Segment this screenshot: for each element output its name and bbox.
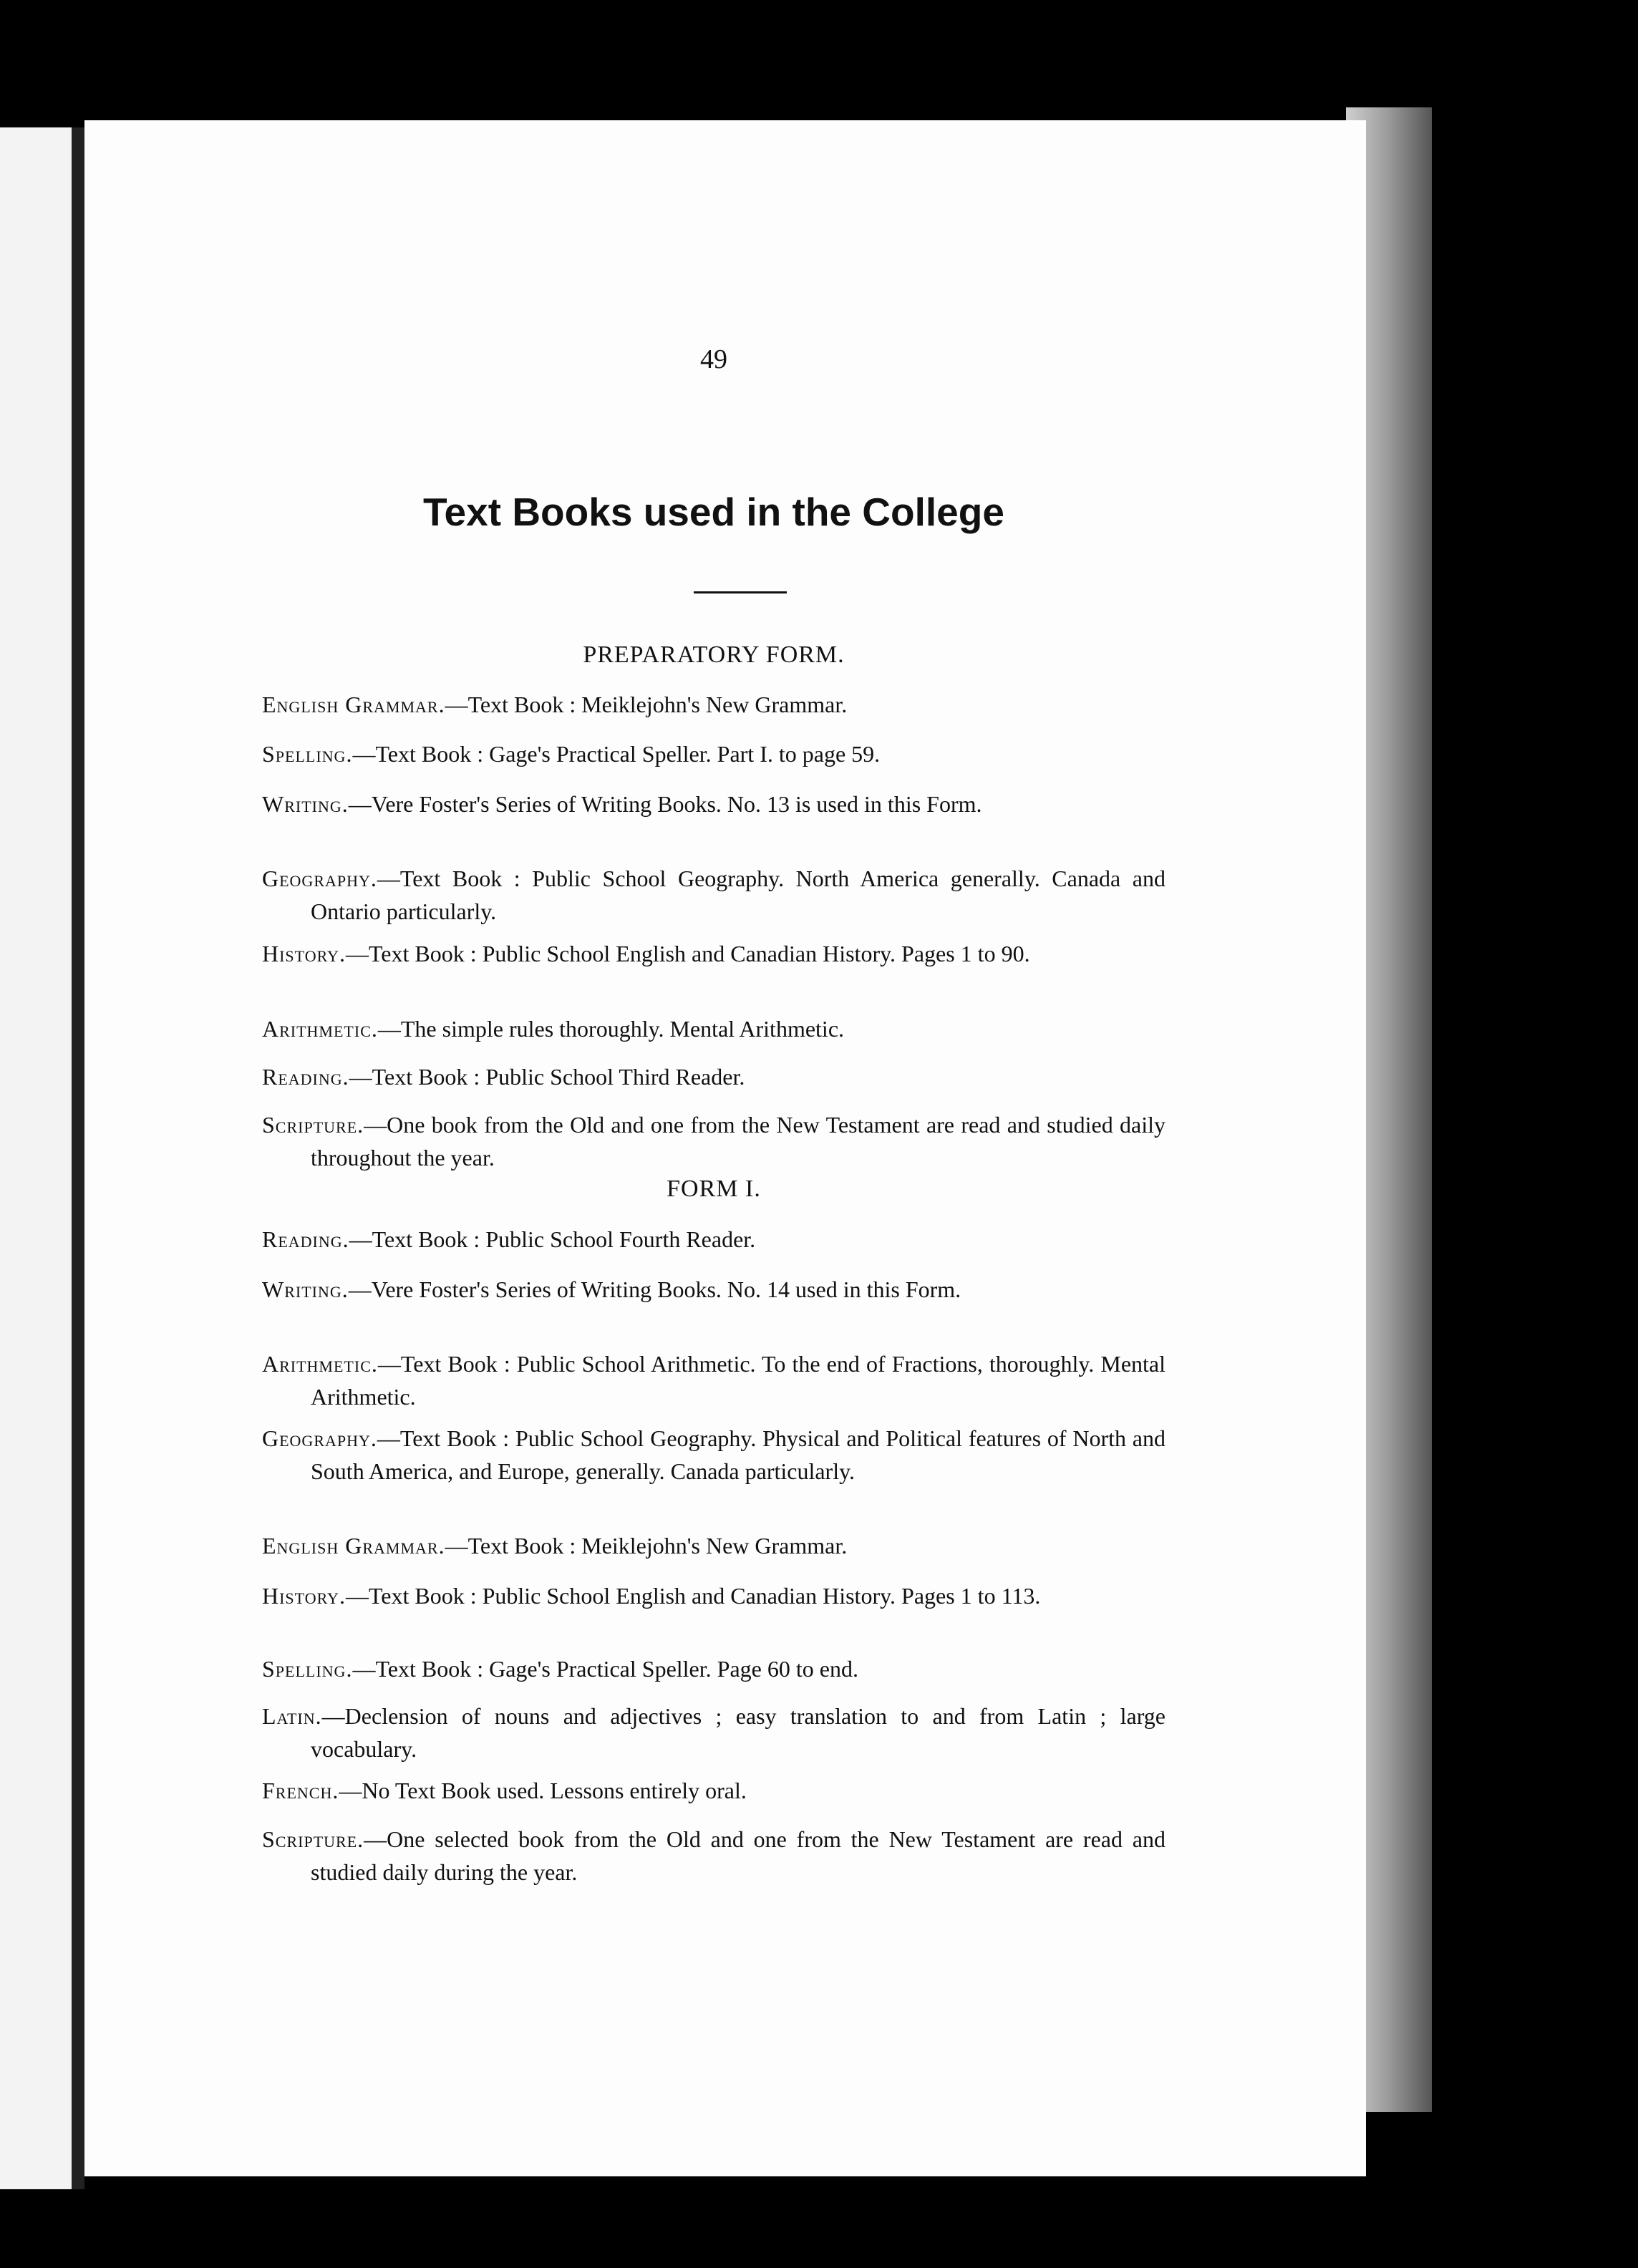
entry-subject: Latin. xyxy=(262,1703,322,1729)
entry-arithmetic xyxy=(262,1347,1166,1413)
entry-geography xyxy=(262,1422,1166,1488)
entry-text: —Text Book : Public School English and Canadian History. Pages 1 to 113. xyxy=(345,1583,1041,1609)
entry-text: —Text Book : Gage's Practical Speller. Page 60 to end. xyxy=(352,1656,858,1682)
entry-subject: Spelling. xyxy=(262,1656,353,1682)
entry-subject: Arithmetic. xyxy=(262,1351,378,1377)
entry-text: —One selected book from the Old and one from the New Testament are read and studied daily during the year. xyxy=(311,1826,1166,1885)
section-heading-form-1: FORM I. xyxy=(667,1176,761,1202)
entry-arithmetic xyxy=(262,1012,1166,1045)
section-heading-preparatory: PREPARATORY FORM. xyxy=(583,641,845,668)
entry-text: —Text Book : Gage's Practical Speller. Part I. to page 59. xyxy=(352,741,881,767)
entry-subject: English Grammar. xyxy=(262,692,445,717)
entry-scripture xyxy=(262,1823,1166,1889)
entry-writing xyxy=(262,788,1166,820)
book-gutter xyxy=(72,127,84,2189)
entry-text: —Text Book : Public School Arithmetic. To the end of Fractions, thoroughly. Mental Arithmetic. xyxy=(311,1351,1166,1410)
entry-subject: Geography. xyxy=(262,866,377,891)
entry-history xyxy=(262,937,1166,970)
entry-subject: Reading. xyxy=(262,1226,349,1252)
entry-writing xyxy=(262,1273,1166,1306)
entry-text: —Text Book : Public School Geography. Physical and Political features of North and South America, and Europe, generally. Canada particularly. xyxy=(311,1425,1166,1484)
entry-subject: History. xyxy=(262,1583,346,1609)
entry-geography xyxy=(262,862,1166,928)
entry-text: —Vere Foster's Series of Writing Books. No. 14 used in this Form. xyxy=(348,1276,961,1302)
entry-text: —The simple rules thoroughly. Mental Arithmetic. xyxy=(377,1016,845,1042)
entry-text: —Text Book : Meiklejohn's New Grammar. xyxy=(445,1533,848,1559)
entry-subject: Geography. xyxy=(262,1425,377,1451)
entry-reading xyxy=(262,1223,1166,1256)
book-page xyxy=(84,120,1366,2176)
title-rule xyxy=(694,591,787,593)
entry-subject: Arithmetic. xyxy=(262,1016,378,1042)
entry-subject: Scripture. xyxy=(262,1112,364,1138)
entry-english-grammar xyxy=(262,688,1166,721)
entry-text: —Text Book : Meiklejohn's New Grammar. xyxy=(445,692,848,717)
entry-text: —Declension of nouns and adjectives ; easy translation to and from Latin ; large vocabulary. xyxy=(311,1703,1166,1762)
entry-subject: Spelling. xyxy=(262,741,353,767)
entry-text: —Text Book : Public School Geography. North America generally. Canada and Ontario particularly. xyxy=(311,866,1166,924)
entry-latin xyxy=(262,1700,1166,1765)
entry-spelling xyxy=(262,1652,1166,1685)
left-page-edge xyxy=(0,127,72,2189)
entry-subject: English Grammar. xyxy=(262,1533,445,1559)
entry-subject: Writing. xyxy=(262,1276,349,1302)
entry-spelling xyxy=(262,737,1166,770)
entry-subject: Reading. xyxy=(262,1064,349,1090)
entry-reading xyxy=(262,1060,1166,1093)
entry-text: —Text Book : Public School Fourth Reader. xyxy=(349,1226,756,1252)
entry-french xyxy=(262,1774,1166,1807)
entry-text: —Text Book : Public School English and Canadian History. Pages 1 to 90. xyxy=(345,941,1030,966)
entry-english-grammar xyxy=(262,1529,1166,1562)
page-number: 49 xyxy=(700,344,727,374)
entry-subject: Writing. xyxy=(262,791,349,817)
entry-history xyxy=(262,1579,1166,1612)
entry-text: —Vere Foster's Series of Writing Books. No. 13 is used in this Form. xyxy=(348,791,982,817)
entry-text: —Text Book : Public School Third Reader. xyxy=(349,1064,745,1090)
page-title: Text Books used in the College xyxy=(423,490,1004,534)
entry-subject: French. xyxy=(262,1778,339,1803)
entry-subject: Scripture. xyxy=(262,1826,364,1852)
entry-scripture xyxy=(262,1108,1166,1174)
entry-subject: History. xyxy=(262,941,346,966)
entry-text: —One book from the Old and one from the New Testament are read and studied daily throughout the year. xyxy=(311,1112,1166,1171)
entry-text: —No Text Book used. Lessons entirely oral. xyxy=(339,1778,747,1803)
